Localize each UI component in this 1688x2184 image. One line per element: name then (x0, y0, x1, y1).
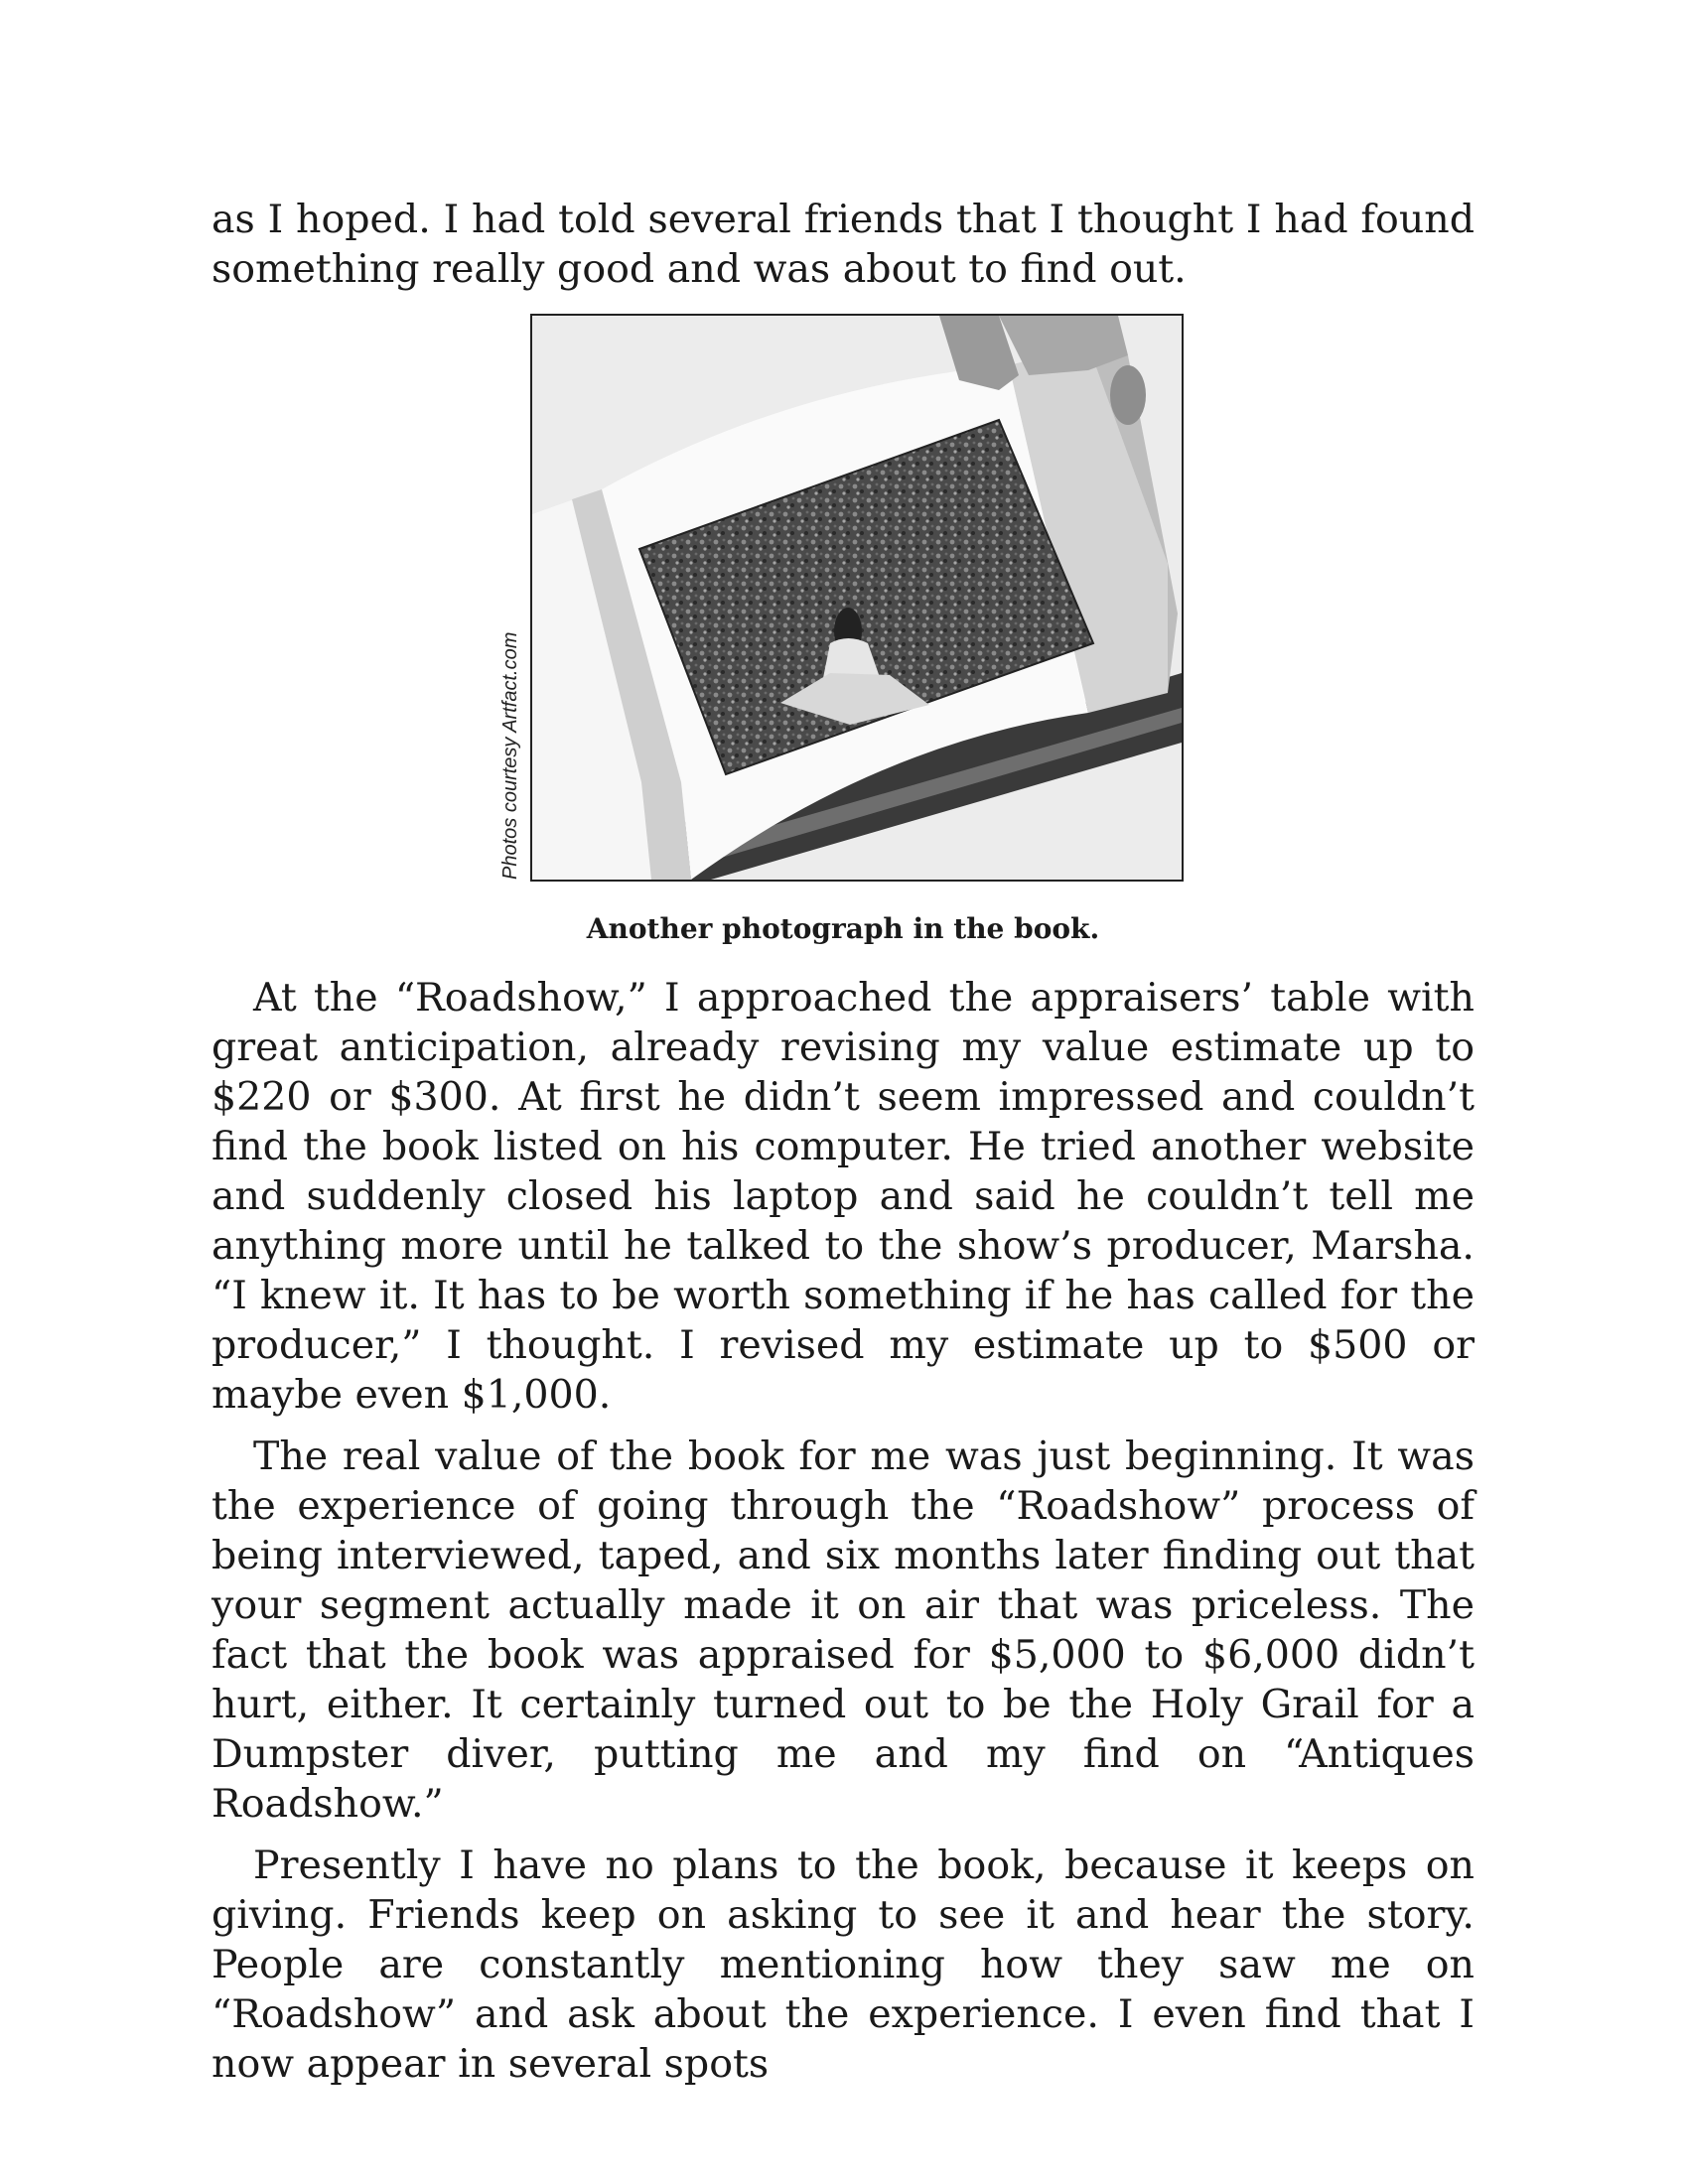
paragraph: At the “Roadshow,” I approached the appraisers’ table with great anticipation, already revising my value estimate up to $220 or $300. At first he didn’t seem impressed and couldn’t find the book listed on his computer. He tried another website and suddenly closed his laptop and said he couldn’t tell me anything more until he talked to the show’s producer, Marsha. “I knew it. It has to be worth something if he has called for the producer,” I thought. I revised my estimate up to $500 or maybe even $1,000. (211, 975, 1475, 1418)
figure (211, 314, 1475, 889)
book-photograph (530, 314, 1184, 882)
paragraph: The real value of the book for me was just beginning. It was the experience of going through the “Roadshow” process of being interviewed, taped, and six months later finding out that your segment actually made it on air that was priceless. The fact that the book was appraised for $5,000 to $6,000 didn’t hurt, either. It certainly turned out to be the Holy Grail for a Dumpster diver, putting me and my find on “Antiques Roadshow.” (211, 1433, 1475, 1827)
photo-credit: Photos courtesy Artfact.com (499, 631, 521, 880)
page-content (211, 195, 1475, 2089)
paragraph-continued: as I hoped. I had told several friends that I thought I had found something really good and was about to find out. (211, 197, 1475, 292)
book-photo-illustration (532, 316, 1182, 880)
figure-caption: Another photograph in the book. (586, 912, 1100, 945)
paragraph: Presently I have no plans to the book, because it keeps on giving. Friends keep on asking to see it and hear the story. People are constantly mentioning how they saw me on “Roadshow” and ask about the experience. I even find that I now appear in several spots (211, 1843, 1475, 2087)
